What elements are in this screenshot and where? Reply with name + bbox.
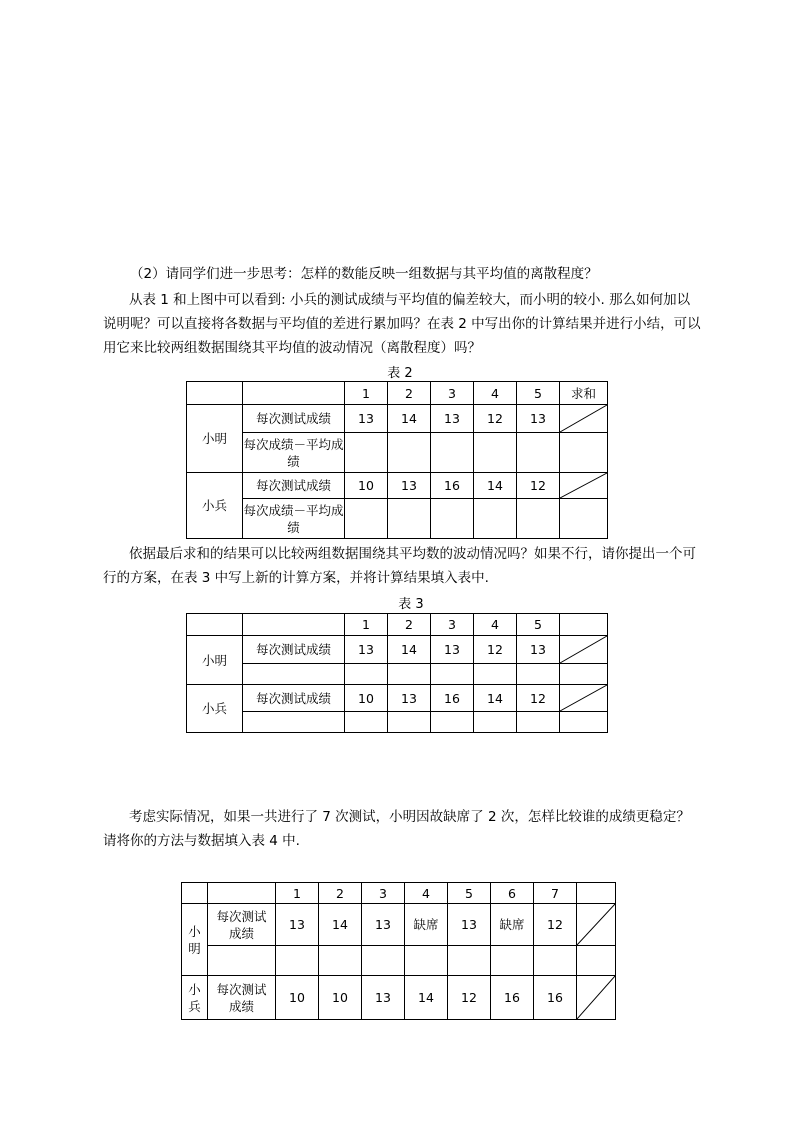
table2-xiaobing-diff-5[interactable] bbox=[517, 499, 560, 539]
table3-xiaobing-method-label[interactable] bbox=[243, 712, 345, 733]
table3-xiaobing-calc-1[interactable] bbox=[345, 712, 388, 733]
table2-xiaobing-score-label: 每次测试成绩 bbox=[243, 473, 345, 499]
table4-header-7: 7 bbox=[534, 883, 577, 904]
table4-xiaobing-score-1: 10 bbox=[276, 976, 319, 1020]
table4-xiaoming-name-bottom: 明 bbox=[188, 940, 201, 956]
table4-xiaobing-score-7: 16 bbox=[534, 976, 577, 1020]
table4-header-6: 6 bbox=[491, 883, 534, 904]
table4-xiaoming-diagonal bbox=[577, 904, 616, 946]
table4-xiaoming-calc-5[interactable] bbox=[448, 946, 491, 976]
table3-xiaobing-calc-result[interactable] bbox=[560, 712, 608, 733]
table2-xiaobing-diff-label: 每次成绩－平均成绩 bbox=[243, 499, 345, 539]
table2-header-4: 4 bbox=[474, 382, 517, 405]
table2-xiaobing-diff-sum[interactable] bbox=[560, 499, 608, 539]
table2-xiaobing-sum-diagonal bbox=[560, 473, 608, 499]
table4-xiaoming-calc-4[interactable] bbox=[405, 946, 448, 976]
table4-xiaobing-score-6: 16 bbox=[491, 976, 534, 1020]
table4-xiaobing-score-5: 12 bbox=[448, 976, 491, 1020]
table2-xiaoming-score-1: 13 bbox=[345, 405, 388, 433]
table4-intro-paragraph: 考虑实际情况，如果一共进行了 7 次测试，小明因故缺席了 2 次，怎样比较谁的成绩更稳定？请将你的方法与数据填入表 4 中. bbox=[103, 809, 690, 849]
table3-xiaoming-calc-1[interactable] bbox=[345, 664, 388, 685]
table2-xiaobing-score-1: 10 bbox=[345, 473, 388, 499]
table4-header-extra bbox=[577, 883, 616, 904]
table2-xiaoming-score-4: 12 bbox=[474, 405, 517, 433]
table3-xiaoming-score-2: 14 bbox=[388, 636, 431, 664]
table4-xiaoming-score-1: 13 bbox=[276, 904, 319, 946]
table4-corner-cell bbox=[182, 883, 208, 904]
table3-header-3: 3 bbox=[431, 614, 474, 636]
table3-xiaoming-score-4: 12 bbox=[474, 636, 517, 664]
table3-intro-paragraph: 依据最后求和的结果可以比较两组数据围绕其平均数的波动情况吗？如果不行，请你提出一个可行的方案，在表 3 中写上新的计算方案，并将计算结果填入表中. bbox=[103, 546, 696, 586]
table3-xiaoming-calc-5[interactable] bbox=[517, 664, 560, 685]
table2-xiaobing-score-4: 14 bbox=[474, 473, 517, 499]
table3-xiaobing-calc-4[interactable] bbox=[474, 712, 517, 733]
table3-xiaobing-calc-2[interactable] bbox=[388, 712, 431, 733]
table2 bbox=[186, 381, 608, 539]
table3-header-4: 4 bbox=[474, 614, 517, 636]
table4-label-header-cell bbox=[208, 883, 276, 904]
table4-xiaoming-method-label[interactable] bbox=[208, 946, 276, 976]
table2-xiaoming-diff-label: 每次成绩－平均成绩 bbox=[243, 433, 345, 473]
table3-xiaoming-calc-result[interactable] bbox=[560, 664, 608, 685]
table4-header-3: 3 bbox=[362, 883, 405, 904]
question-heading: （2）请同学们进一步思考：怎样的数能反映一组数据与其平均值的离散程度？ bbox=[130, 266, 598, 282]
table2-xiaobing-name: 小兵 bbox=[187, 473, 243, 539]
table2-xiaoming-score-label: 每次测试成绩 bbox=[243, 405, 345, 433]
table3-xiaoming-score-5: 13 bbox=[517, 636, 560, 664]
table3-xiaobing-score-4: 14 bbox=[474, 685, 517, 712]
table4-xiaoming-calc-1[interactable] bbox=[276, 946, 319, 976]
table3-xiaobing-score-1: 10 bbox=[345, 685, 388, 712]
table4-xiaoming-score-2: 14 bbox=[319, 904, 362, 946]
table3-header-extra bbox=[560, 614, 608, 636]
table2-header-3: 3 bbox=[431, 382, 474, 405]
table4-xiaobing-score-4: 14 bbox=[405, 976, 448, 1020]
table3-corner-cell bbox=[187, 614, 243, 636]
table4-xiaoming-calc-2[interactable] bbox=[319, 946, 362, 976]
table3-xiaoming-method-label[interactable] bbox=[243, 664, 345, 685]
table3-header-1: 1 bbox=[345, 614, 388, 636]
table2-xiaoming-diff-3[interactable] bbox=[431, 433, 474, 473]
table4-header-4: 4 bbox=[405, 883, 448, 904]
table4-xiaoming-calc-3[interactable] bbox=[362, 946, 405, 976]
table2-xiaobing-score-5: 12 bbox=[517, 473, 560, 499]
table4-xiaoming-name-top: 小 bbox=[188, 923, 201, 939]
table3-label-header-cell bbox=[243, 614, 345, 636]
table3-header-5: 5 bbox=[517, 614, 560, 636]
table4-xiaobing-name-bottom: 兵 bbox=[188, 998, 201, 1014]
table4-xiaoming-score-label: 每次测试成绩 bbox=[208, 904, 276, 946]
table3-xiaobing-score-label: 每次测试成绩 bbox=[243, 685, 345, 712]
table4-header-5: 5 bbox=[448, 883, 491, 904]
table4-header-2: 2 bbox=[319, 883, 362, 904]
table2-xiaoming-score-5: 13 bbox=[517, 405, 560, 433]
table3-xiaoming-score-1: 13 bbox=[345, 636, 388, 664]
table4-header-1: 1 bbox=[276, 883, 319, 904]
intro-paragraph: 从表 1 和上图中可以看到: 小兵的测试成绩与平均值的偏差较大，而小明的较小. 那么如何加以说明呢？可以直接将各数据与平均值的差进行累加吗？在表 2 中写出你的计算结果并进行小结，可以用它来比较两组数据围绕其平均值的波动情况（离散程度）吗？ bbox=[103, 292, 701, 356]
table2-header-5: 5 bbox=[517, 382, 560, 405]
table3-xiaoming-score-3: 13 bbox=[431, 636, 474, 664]
table2-label-header-cell bbox=[243, 382, 345, 405]
table3-xiaoming-score-label: 每次测试成绩 bbox=[243, 636, 345, 664]
table2-header-2: 2 bbox=[388, 382, 431, 405]
table2-xiaoming-name: 小明 bbox=[187, 405, 243, 473]
table4-xiaobing-diagonal bbox=[577, 976, 616, 1020]
table4-xiaobing-name bbox=[182, 976, 208, 1020]
table3-xiaoming-calc-2[interactable] bbox=[388, 664, 431, 685]
table3-caption: 表 3 bbox=[398, 597, 424, 612]
table2-header-1: 1 bbox=[345, 382, 388, 405]
table2-xiaobing-score-3: 16 bbox=[431, 473, 474, 499]
table4-xiaobing-name-top: 小 bbox=[188, 981, 201, 997]
table2-xiaoming-diff-1[interactable] bbox=[345, 433, 388, 473]
table2-xiaoming-diff-5[interactable] bbox=[517, 433, 560, 473]
table2-xiaobing-diff-2[interactable] bbox=[388, 499, 431, 539]
table2-header-sum: 求和 bbox=[560, 382, 608, 405]
table3-xiaobing-score-2: 13 bbox=[388, 685, 431, 712]
table3 bbox=[186, 613, 608, 733]
table4-xiaoming-score-3: 13 bbox=[362, 904, 405, 946]
table2-xiaoming-diff-2[interactable] bbox=[388, 433, 431, 473]
table3-xiaoming-diagonal bbox=[560, 636, 608, 664]
table2-xiaobing-diff-3[interactable] bbox=[431, 499, 474, 539]
table3-xiaoming-name: 小明 bbox=[187, 636, 243, 685]
table4-xiaoming-calc-6[interactable] bbox=[491, 946, 534, 976]
table2-xiaoming-score-3: 13 bbox=[431, 405, 474, 433]
table4-xiaoming-calc-result[interactable] bbox=[577, 946, 616, 976]
table4 bbox=[181, 882, 616, 1020]
table2-xiaoming-sum-diagonal bbox=[560, 405, 608, 433]
table4-xiaoming-name bbox=[182, 904, 208, 976]
table4-xiaobing-score-2: 10 bbox=[319, 976, 362, 1020]
table3-xiaobing-diagonal bbox=[560, 685, 608, 712]
table4-xiaoming-score-5: 13 bbox=[448, 904, 491, 946]
table3-xiaobing-calc-5[interactable] bbox=[517, 712, 560, 733]
table4-xiaobing-score-label: 每次测试成绩 bbox=[208, 976, 276, 1020]
table2-xiaobing-diff-4[interactable] bbox=[474, 499, 517, 539]
table2-xiaobing-score-2: 13 bbox=[388, 473, 431, 499]
table4-xiaobing-score-3: 13 bbox=[362, 976, 405, 1020]
table2-xiaoming-diff-4[interactable] bbox=[474, 433, 517, 473]
table2-corner-cell bbox=[187, 382, 243, 405]
table2-xiaoming-score-2: 14 bbox=[388, 405, 431, 433]
table2-xiaobing-diff-1[interactable] bbox=[345, 499, 388, 539]
table3-xiaobing-score-5: 12 bbox=[517, 685, 560, 712]
table4-xiaoming-score-4: 缺席 bbox=[405, 904, 448, 946]
table3-xiaobing-score-3: 16 bbox=[431, 685, 474, 712]
table4-xiaoming-score-6: 缺席 bbox=[491, 904, 534, 946]
table3-xiaobing-name: 小兵 bbox=[187, 685, 243, 733]
table3-xiaoming-calc-3[interactable] bbox=[431, 664, 474, 685]
table4-xiaoming-score-7: 12 bbox=[534, 904, 577, 946]
table4-xiaoming-calc-7[interactable] bbox=[534, 946, 577, 976]
table2-caption: 表 2 bbox=[387, 366, 413, 381]
table2-xiaoming-diff-sum[interactable] bbox=[560, 433, 608, 473]
table3-xiaobing-calc-3[interactable] bbox=[431, 712, 474, 733]
table3-header-2: 2 bbox=[388, 614, 431, 636]
table3-xiaoming-calc-4[interactable] bbox=[474, 664, 517, 685]
